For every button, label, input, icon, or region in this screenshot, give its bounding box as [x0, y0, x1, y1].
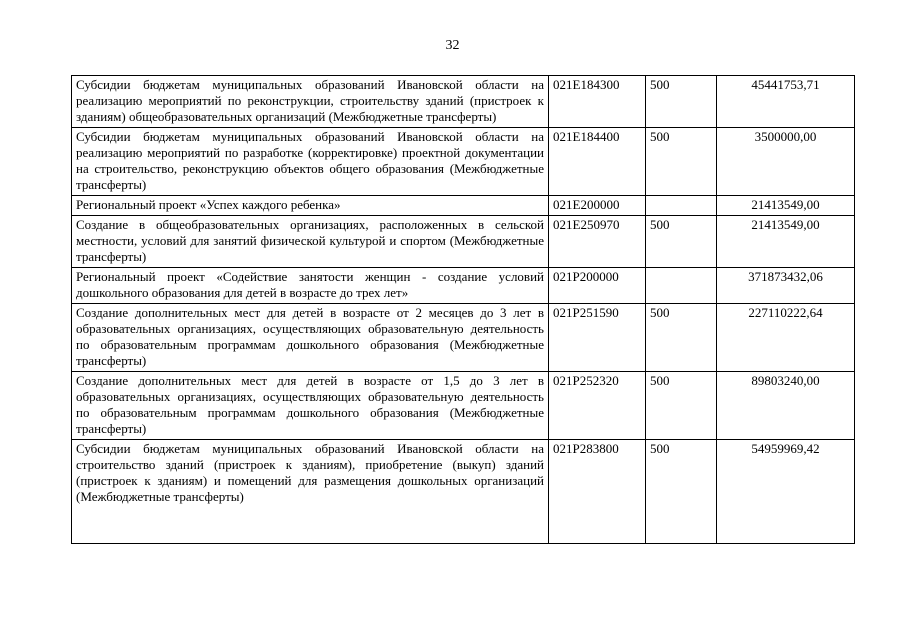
row-name: Субсидии бюджетам муниципальных образований Ивановской области на реализацию мероприятий по реконструкции, строительству зданий (пристроек к зданиям) общеобразовательных организаций (Межбюджетные трансферты): [72, 76, 549, 128]
row-expense-type: 500: [646, 372, 717, 440]
row-amount: 89803240,00: [717, 372, 855, 440]
row-amount: 54959969,42: [717, 440, 855, 544]
row-code: 021E250970: [549, 216, 646, 268]
row-amount: 21413549,00: [717, 216, 855, 268]
table-row: [72, 440, 855, 544]
row-name: Создание дополнительных мест для детей в возрасте от 2 месяцев до 3 лет в образовательных организациях, осуществляющих образовательную деятельность по образовательным программам дошкольного образования (Межбюджетные трансферты): [72, 304, 549, 372]
row-name: Субсидии бюджетам муниципальных образований Ивановской области на реализацию мероприятий по разработке (корректировке) проектной документации на строительство, реконструкцию объектов общего образования (Межбюджетные трансферты): [72, 128, 549, 196]
row-amount: 371873432,06: [717, 268, 855, 304]
row-name: Региональный проект «Успех каждого ребенка»: [72, 196, 549, 216]
table-row: [72, 268, 855, 304]
row-name: Создание дополнительных мест для детей в возрасте от 1,5 до 3 лет в образовательных организациях, осуществляющих образовательную деятельность по образовательным программам дошкольного образования (Межбюджетные трансферты): [72, 372, 549, 440]
row-expense-type: [646, 196, 717, 216]
row-amount: 45441753,71: [717, 76, 855, 128]
table-row: [72, 216, 855, 268]
row-code: 021P251590: [549, 304, 646, 372]
row-expense-type: 500: [646, 76, 717, 128]
row-name: Региональный проект «Содействие занятости женщин - создание условий дошкольного образования для детей в возрасте до трех лет»: [72, 268, 549, 304]
table-row: [72, 304, 855, 372]
table-row: [72, 372, 855, 440]
row-amount: 21413549,00: [717, 196, 855, 216]
table-row: [72, 76, 855, 128]
table-row: [72, 196, 855, 216]
row-expense-type: 500: [646, 216, 717, 268]
row-code: 021E184300: [549, 76, 646, 128]
row-name: Субсидии бюджетам муниципальных образований Ивановской области на строительство зданий (пристроек к зданиям), приобретение (выкуп) зданий (пристроек к зданиям) и помещений для размещения дошкольных организаций (Межбюджетные трансферты): [72, 440, 549, 544]
row-name: Создание в общеобразовательных организациях, расположенных в сельской местности, условий для занятий физической культурой и спортом (Межбюджетные трансферты): [72, 216, 549, 268]
row-code: 021P252320: [549, 372, 646, 440]
row-expense-type: [646, 268, 717, 304]
budget-table: [71, 75, 855, 544]
row-code: 021E200000: [549, 196, 646, 216]
row-expense-type: 500: [646, 304, 717, 372]
row-code: 021P283800: [549, 440, 646, 544]
table-row: [72, 128, 855, 196]
row-code: 021E184400: [549, 128, 646, 196]
page-number: 32: [445, 38, 460, 53]
row-expense-type: 500: [646, 128, 717, 196]
row-expense-type: 500: [646, 440, 717, 544]
row-amount: 3500000,00: [717, 128, 855, 196]
row-amount: 227110222,64: [717, 304, 855, 372]
row-code: 021P200000: [549, 268, 646, 304]
